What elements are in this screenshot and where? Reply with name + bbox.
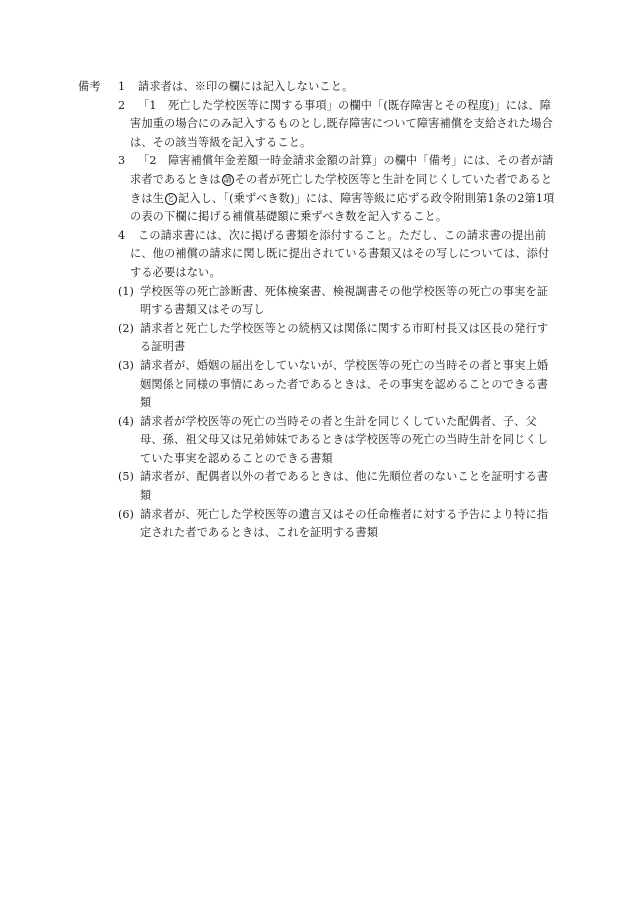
sub-item-4 [78,413,558,469]
note-text: その者が死亡した学校医等と生計を同じくしていた者であるときは生 [130,172,553,205]
sub-item-1 [78,283,558,320]
sub-item-number: (4) [118,414,134,428]
sub-item-3 [78,357,558,413]
note-text: 「2 障害補償年金差額一時金請求金額の計算」の欄中「備考」には、その者が請求者であるときは [130,154,554,186]
note-text: 「1 死亡した学校医等に関する事項」の欄中「(既存障害とその程度)」には、障害加重の場合にのみ記入するものとし,既存障害について障害補償を支給された場合は、その該当等級を記入すること。 [130,98,553,149]
note-number: 2 [118,98,126,112]
note-text: この請求書には、次に掲げる書類を添付すること。ただし、この請求書の提出前に、他の補償の請求に関し既に提出されている書類又はその写しについては、添付する必要はない。 [130,228,550,279]
circled-mark: と [166,193,176,203]
sub-item-text: 請求者が、死亡した学校医等の遺言又はその任命権者に対する予告により特に指定された者であるときは、これを証明する書類 [140,507,549,540]
note-number: 1 [118,80,126,93]
note-item-3 [78,152,558,226]
note-text: 記入し、「(乗ずべき数)」には、障害等級に応ずる政令附則第1条の2第1項の表の下欄に掲げる補償基礎額に乗ずべき数を記入すること。 [130,191,555,224]
note-number: 3 [118,154,126,168]
sub-item-number: (3) [118,358,134,372]
sub-item-text: 請求者と死亡した学校医等との続柄又は関係に関する市町村長又は区長の発行する証明書 [140,321,549,354]
sub-item-number: (1) [118,284,134,298]
note-item-2 [78,97,558,153]
sub-item-text: 請求者が学校医等の死亡の当時その者と生計を同じくしていた配偶者、子、父母、孫、祖父母又は兄弟姉妹であるときは学校医等の死亡の当時生計を同じくしていた事実を認めることのできる書類 [140,414,549,465]
sub-item-6 [78,506,558,543]
sub-item-number: (2) [118,321,134,335]
note-item-4 [78,227,558,283]
circled-mark: 請 [223,174,232,184]
note-number: 4 [118,228,126,242]
sub-item-number: (5) [118,470,134,484]
sub-item-2 [78,320,558,357]
sub-item-number: (6) [118,507,134,521]
sub-item-text: 学校医等の死亡診断書、死体検案書、検視調書その他学校医等の死亡の事実を証明する書類又はその写し [140,284,549,317]
sub-item-5 [78,468,558,505]
sub-item-text: 請求者が、婚姻の届出をしていないが、学校医等の死亡の当時その者と事実上婚姻関係と同様の事情にあった者であるときは、その事実を認めることのできる書類 [140,358,549,410]
sub-item-text: 請求者が、配偶者以外の者であるときは、他に先順位者のないことを証明する書類 [140,470,549,503]
notes-section [78,78,558,543]
note-text: 請求者は、※印の欄には記入しないこと。 [138,80,354,93]
notes-heading: 備考 [78,80,101,93]
note-item-1 [78,78,558,97]
